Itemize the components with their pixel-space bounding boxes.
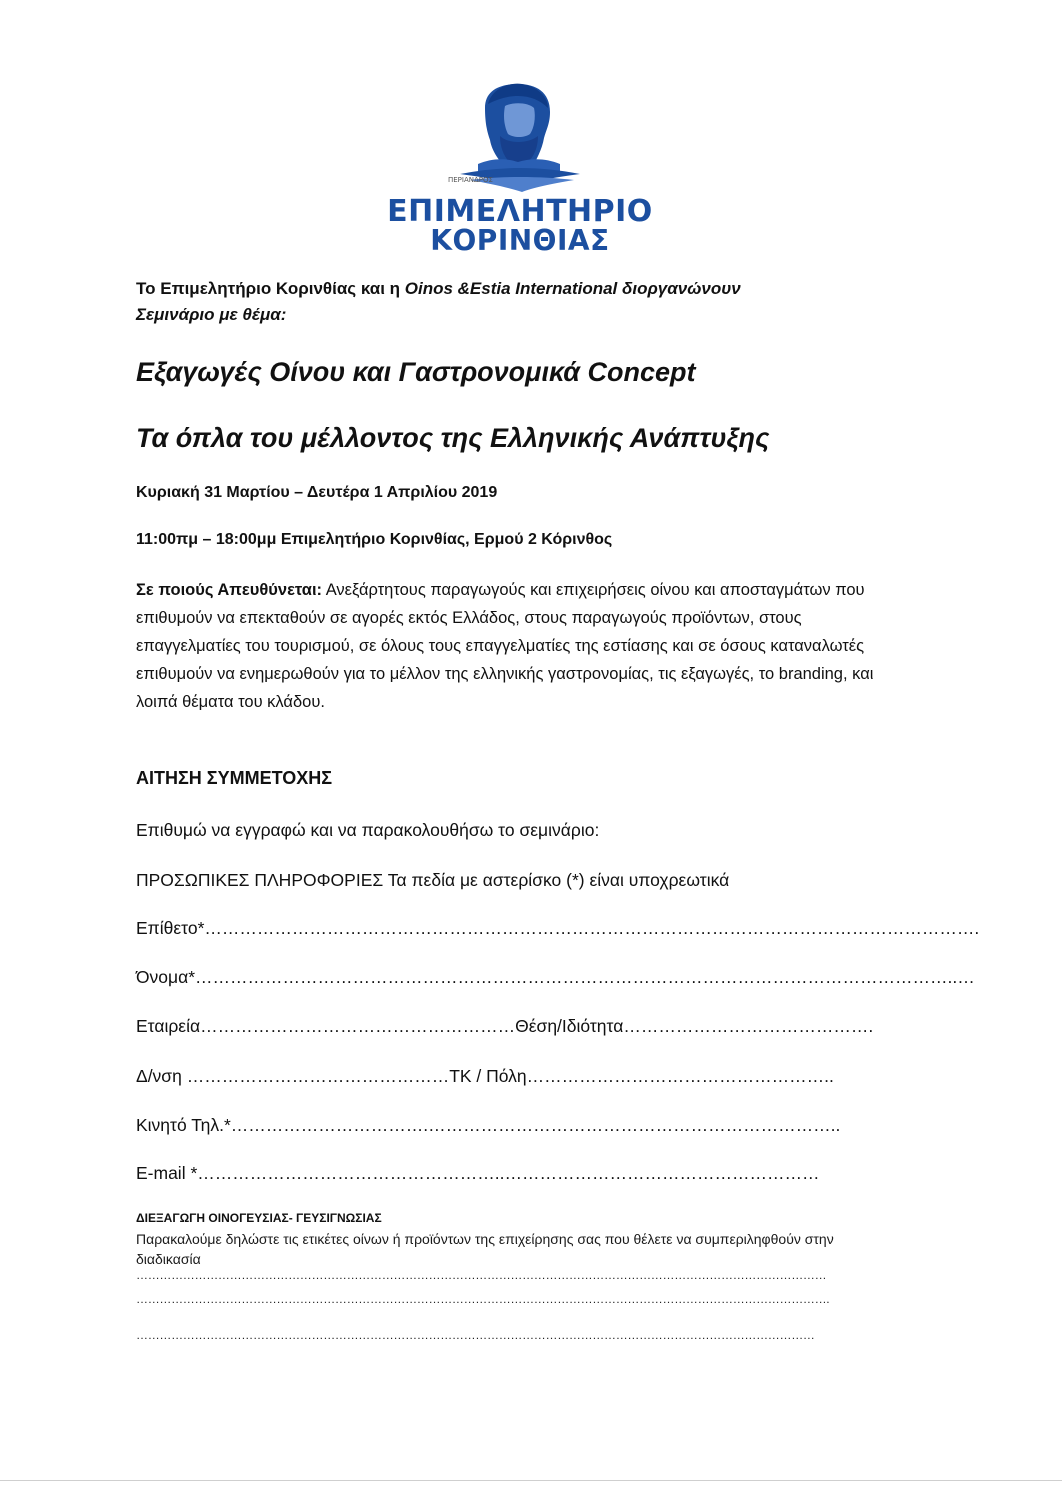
tasting-instructions: Παρακαλούμε δηλώστε τις ετικέτες οίνων ή προϊόντων της επιχείρησης σας που θέλετε να συμπεριληφθούν στην διαδικασία [136, 1231, 834, 1267]
intro-line2: Σεμινάριο με θέμα: [136, 305, 287, 324]
company-position-field[interactable]: Εταιρεία………………………………………………Θέση/Ιδιότητα……………………………………. [136, 1016, 874, 1036]
audience-paragraph [136, 576, 896, 716]
audience-text: Ανεξάρτητους παραγωγούς και επιχειρήσεις οίνου και αποσταγμάτων που επιθυμούν να επεκταθούν σε αγορές εκτός Ελλάδος, στους παραγωγούς προϊόντων, στους επαγγελματίες του τουρισμού, σε όλους τους επαγγελματίες της εστίασης και σε όσους καταναλωτές επιθυμούν να ενημερωθούν για το μέλλον της ελληνικής γαστρονομίας, τις εξαγωγές, το branding, και λοιπά θέματα του κλάδου. [136, 581, 874, 711]
logo-text-line1: ΕΠΙΜΕΛΗΤΗΡΙΟ [387, 194, 653, 229]
application-heading: ΑΙΤΗΣΗ ΣΥΜΜΕΤΟΧΗΣ [136, 768, 333, 788]
tasting-line-3[interactable]: ………………………………………………………………………………………………………………………………………………………… [136, 1328, 815, 1342]
tasting-heading: ΔΙΕΞΑΓΩΓΗ ΟΙΝΟΓΕΥΣΙΑΣ- ΓΕΥΣΙΓΝΩΣΙΑΣ [136, 1211, 382, 1225]
intro-part1: Το Επιμελητήριο Κορινθίας και η [136, 279, 405, 298]
seminar-dates: Κυριακή 31 Μαρτίου – Δευτέρα 1 Απριλίου 2019 [136, 484, 498, 501]
tasting-line-1[interactable]: …………………………………………………………………………………………………………………………………………………………… [136, 1268, 827, 1282]
email-field[interactable]: E-mail *……………………………………………..……………………………………………… [136, 1163, 820, 1183]
personal-info-note: ΠΡΟΣΩΠΙΚΕΣ ΠΛΗΡΟΦΟΡΙΕΣ Τα πεδία με αστερίσκο (*) είναι υποχρεωτικά [136, 870, 730, 890]
page-bottom-divider [0, 1480, 1062, 1481]
name-field[interactable]: Όνομα*…………………………………………………………………………………………………………………..… [136, 967, 975, 987]
periander-bust-icon [360, 78, 680, 198]
logo-text-line2: ΚΟΡΙΝΘΙΑΣ [430, 224, 610, 257]
tasting-line-2[interactable]: ……………………………………………………………………………………………………………………………………………………………. [136, 1292, 830, 1306]
surname-field[interactable]: Επίθετο*……………………………………………………………………………………………………………………. [136, 918, 980, 938]
address-city-field[interactable]: Δ/νση ………………………………………ΤΚ / Πόλη…………………………………………….. [136, 1066, 834, 1086]
mobile-field[interactable]: Κινητό Τηλ.*…………………………….…………………………………………………………….. [136, 1115, 841, 1135]
audience-label: Σε ποιούς Απευθύνεται: [136, 581, 323, 599]
logo-small-text: ΠΕΡΙΑΝΔΡΟΣ [448, 176, 493, 184]
intro-organizer: Oinos &Estia International διοργανώνουν [404, 279, 741, 298]
chamber-logo [360, 78, 680, 260]
registration-intro: Επιθυμώ να εγγραφώ και να παρακολουθήσω το σεμινάριο: [136, 820, 600, 840]
intro-text [136, 276, 741, 328]
seminar-title-line1: Εξαγωγές Οίνου και Γαστρονομικά Concept [136, 357, 696, 387]
seminar-time-location: 11:00πμ – 18:00μμ Επιμελητήριο Κορινθίας, Ερμού 2 Κόρινθος [136, 531, 613, 548]
seminar-title-line2: Τα όπλα του μέλλοντος της Ελληνικής Ανάπτυξης [136, 423, 770, 453]
